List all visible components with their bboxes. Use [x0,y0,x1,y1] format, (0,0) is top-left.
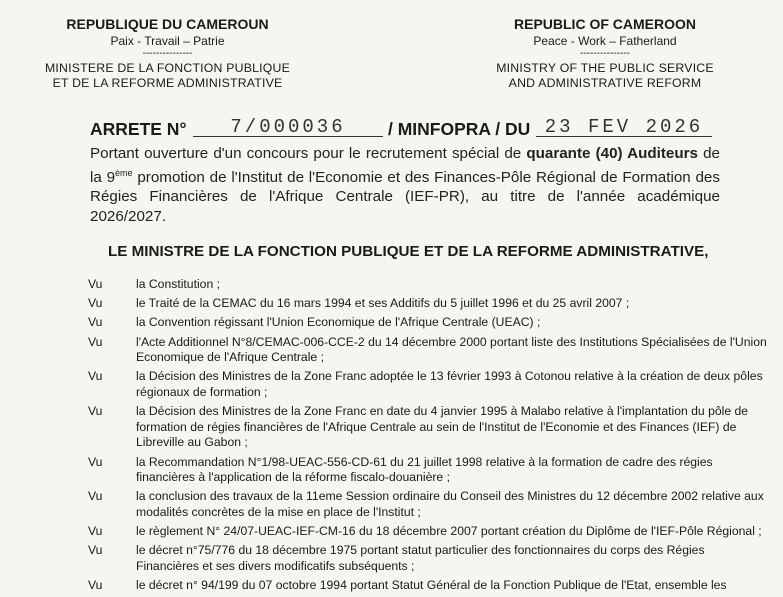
vu-label: Vu [88,334,103,349]
object-text: de la 9 [90,145,720,186]
vu-label: Vu [88,404,103,419]
header-left [10,16,325,92]
country-name-en: REPUBLIC OF CAMEROON [514,16,696,32]
vu-text: le règlement N° 24/07-UEAC-IEF-CM-16 du 18 décembre 2007 portant création du Diplôme de l'IEF-Pôle Régional ; [136,524,762,539]
object-paragraph [90,144,720,226]
vu-text: la Convention régissant l'Union Economique de l'Afrique Centrale (UEAC) ; [136,315,541,330]
country-name-fr: REPUBLIQUE DU CAMEROUN [66,16,269,32]
vu-label: Vu [88,524,103,539]
motto-fr: Paix - Travail – Patrie [110,33,225,48]
vu-text: le décret n°75/776 du 18 décembre 1975 portant statut particulier des fonctionnaires du corps des Régies Financières et ses divers modificatifs subséquents ; [136,543,705,573]
vu-text: la conclusion des travaux de la 11eme Session ordinaire du Conseil des Ministres du 12 décembre 2002 relative aux modalités concrètes de la mise en place de l'Institut ; [136,489,764,519]
ministry-line: MINISTRY OF THE PUBLIC SERVICE [496,60,714,75]
object-text: promotion de l'Institut de l'Economie et des Finances-Pôle Régional de Formation des Régies Financières de l'Afrique Centrale (IEF-PR), au titre de l'année académique 2026/2027. [90,168,720,225]
vu-item [88,455,768,486]
vu-item [88,404,768,451]
arrete-middle: / MINFOPRA / DU [388,119,531,139]
vu-text: l'Acte Additionnel N°8/CEMAC-006-CCE-2 du 14 décembre 2000 portant liste des Institutions Spécialisées de l'Union Economique de l'Afrique Centrale ; [136,334,767,365]
vu-item [88,315,768,331]
vu-item [88,296,768,312]
vu-label: Vu [88,277,103,291]
vu-text: le Traité de la CEMAC du 16 mars 1994 et ses Additifs du 5 juillet 1996 et du 25 avril 2007 ; [136,296,630,311]
object-sup: ème [115,167,133,178]
ministry-line: MINISTERE DE LA FONCTION PUBLIQUE [44,60,291,75]
arrete-date: 23 FEV 2026 [536,116,712,137]
vu-label: Vu [88,578,103,593]
vu-label: Vu [88,369,103,384]
vu-item [88,543,768,574]
vu-item [88,524,768,540]
separator: --------------- [142,47,193,59]
object-text: Portant ouverture d'un concours pour le recrutement spécial de [90,145,527,162]
object-bold: quarante (40) Auditeurs [526,145,698,162]
vu-item [88,369,768,400]
vu-label: Vu [88,543,103,558]
ministry-en [455,61,755,93]
arrete-heading [90,116,740,142]
vu-item [88,277,768,293]
ministry-line: AND ADMINISTRATIVE REFORM [508,76,702,91]
arrete-number: 7/000036 [193,116,383,137]
vu-label: Vu [88,489,103,504]
arrete-prefix: ARRETE N° [90,119,187,139]
vu-item [88,489,768,520]
vu-item [88,578,768,594]
vu-list [88,277,768,597]
ministry-fr [10,61,325,93]
ministry-line: ET DE LA REFORME ADMINISTRATIVE [52,76,283,91]
vu-label: Vu [88,296,103,311]
vu-text: la Constitution ; [136,277,221,291]
vu-text: le décret n° 94/199 du 07 octobre 1994 portant Statut Général de la Fonction Publique de l'Etat, ensemble les [136,578,727,593]
minister-title: LE MINISTRE DE LA FONCTION PUBLIQUE ET DE LA REFORME ADMINISTRATIVE, [108,243,709,260]
vu-text: la Décision des Ministres de la Zone Franc en date du 4 janvier 1995 à Malabo relative à l'implantation du pôle de formation de régies financières de l'Afrique Centrale au sein de l'Institut de l'Economie et des Finances (IEF) de Libreville au Gabon ; [136,404,749,450]
vu-label: Vu [88,454,103,469]
separator: --------------- [580,47,630,59]
vu-text: la Recommandation N°1/98-UEAC-556-CD-61 du 21 juillet 1998 relative à la formation de cadre des régies financières à l'application de la réforme fiscalo-douanière ; [136,454,713,485]
header-right [455,16,755,92]
motto-en: Peace - Work – Fatherland [533,33,677,48]
vu-item [88,335,768,366]
vu-label: Vu [88,315,103,330]
vu-text: la Décision des Ministres de la Zone Franc adoptée le 13 février 1993 à Cotonou relative à la création de deux pôles régionaux de formation ; [136,369,763,399]
